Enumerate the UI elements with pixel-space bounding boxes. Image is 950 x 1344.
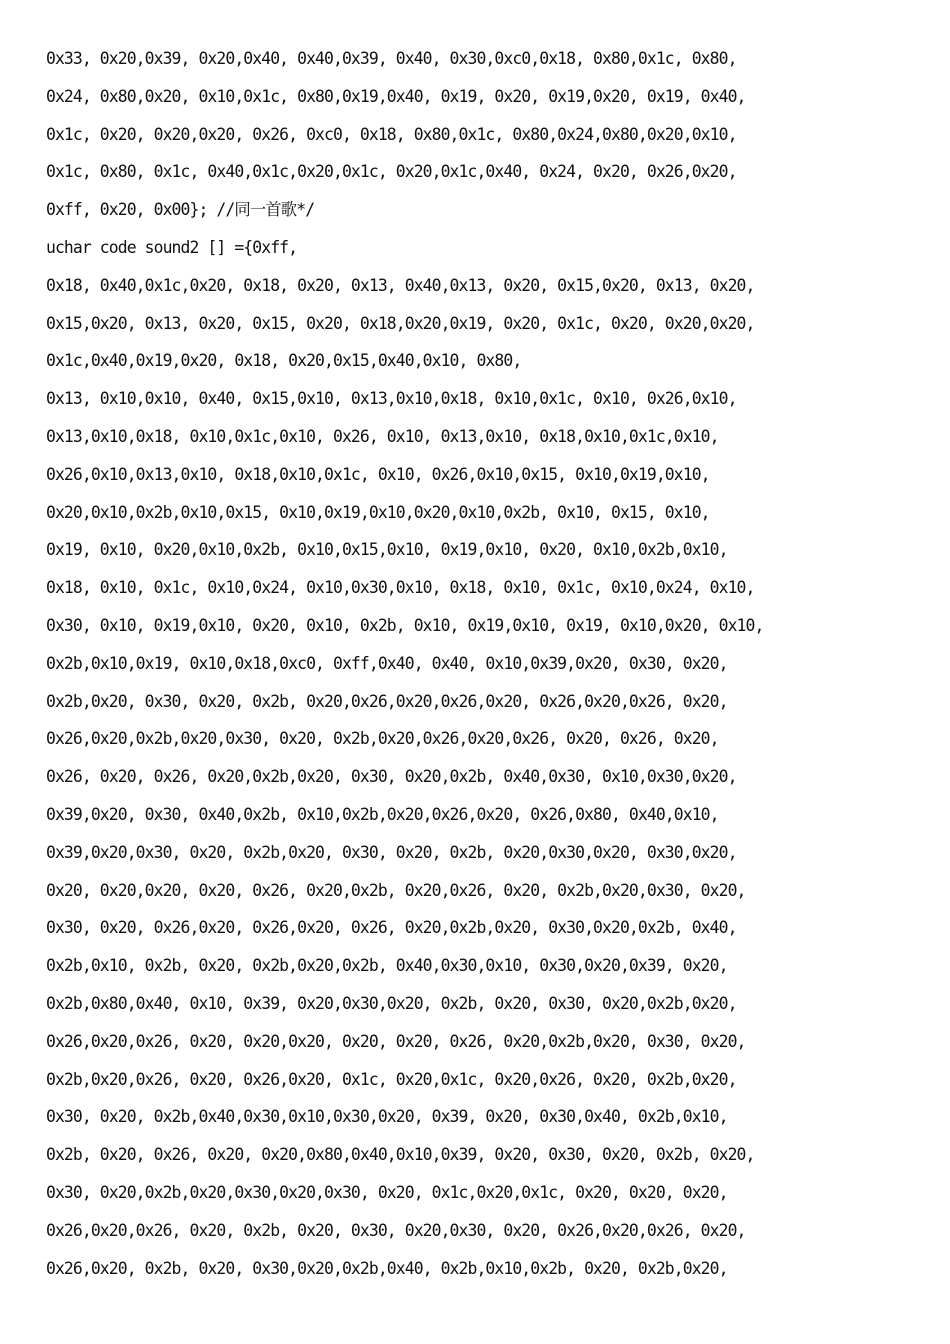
code-line-19: 0x26,0x20,0x2b,0x20,0x30, 0x20, 0x2b,0x20,0x26,0x20,0x26, 0x20, 0x26, 0x20,: [46, 729, 719, 749]
code-line-25: 0x2b,0x10, 0x2b, 0x20, 0x2b,0x20,0x2b, 0x40,0x30,0x10, 0x30,0x20,0x39, 0x20,: [46, 956, 728, 976]
code-line-16: 0x30, 0x10, 0x19,0x10, 0x20, 0x10, 0x2b, 0x10, 0x19,0x10, 0x19, 0x10,0x20, 0x10,: [46, 615, 764, 635]
code-line-21: 0x39,0x20, 0x30, 0x40,0x2b, 0x10,0x2b,0x20,0x26,0x20, 0x26,0x80, 0x40,0x10,: [46, 804, 719, 824]
code-listing: [46, 44, 926, 1291]
code-line-13: 0x20,0x10,0x2b,0x10,0x15, 0x10,0x19,0x10,0x20,0x10,0x2b, 0x10, 0x15, 0x10,: [46, 502, 710, 522]
code-line-7: 0x18, 0x40,0x1c,0x20, 0x18, 0x20, 0x13, 0x40,0x13, 0x20, 0x15,0x20, 0x13, 0x20,: [46, 275, 755, 295]
code-line-30: 0x2b, 0x20, 0x26, 0x20, 0x20,0x80,0x40,0x10,0x39, 0x20, 0x30, 0x20, 0x2b, 0x20,: [46, 1145, 755, 1165]
code-line-4: 0x1c, 0x80, 0x1c, 0x40,0x1c,0x20,0x1c, 0x20,0x1c,0x40, 0x24, 0x20, 0x26,0x20,: [46, 162, 737, 182]
code-line-20: 0x26, 0x20, 0x26, 0x20,0x2b,0x20, 0x30, 0x20,0x2b, 0x40,0x30, 0x10,0x30,0x20,: [46, 767, 737, 787]
code-line-27: 0x26,0x20,0x26, 0x20, 0x20,0x20, 0x20, 0x20, 0x26, 0x20,0x2b,0x20, 0x30, 0x20,: [46, 1031, 746, 1051]
code-line-2: 0x24, 0x80,0x20, 0x10,0x1c, 0x80,0x19,0x40, 0x19, 0x20, 0x19,0x20, 0x19, 0x40,: [46, 86, 746, 106]
code-line-17: 0x2b,0x10,0x19, 0x10,0x18,0xc0, 0xff,0x40, 0x40, 0x10,0x39,0x20, 0x30, 0x20,: [46, 653, 728, 673]
code-line-6-array-declaration: uchar code sound2 [] ={0xff,: [46, 237, 298, 257]
code-line-32: 0x26,0x20,0x26, 0x20, 0x2b, 0x20, 0x30, 0x20,0x30, 0x20, 0x26,0x20,0x26, 0x20,: [46, 1220, 746, 1240]
code-line-1: 0x33, 0x20,0x39, 0x20,0x40, 0x40,0x39, 0x40, 0x30,0xc0,0x18, 0x80,0x1c, 0x80,: [46, 49, 737, 68]
code-line-14: 0x19, 0x10, 0x20,0x10,0x2b, 0x10,0x15,0x10, 0x19,0x10, 0x20, 0x10,0x2b,0x10,: [46, 540, 728, 560]
code-line-22: 0x39,0x20,0x30, 0x20, 0x2b,0x20, 0x30, 0x20, 0x2b, 0x20,0x30,0x20, 0x30,0x20,: [46, 842, 737, 862]
code-line-11: 0x13,0x10,0x18, 0x10,0x1c,0x10, 0x26, 0x10, 0x13,0x10, 0x18,0x10,0x1c,0x10,: [46, 426, 719, 446]
code-line-9: 0x1c,0x40,0x19,0x20, 0x18, 0x20,0x15,0x40,0x10, 0x80,: [46, 351, 522, 371]
code-line-29: 0x30, 0x20, 0x2b,0x40,0x30,0x10,0x30,0x20, 0x39, 0x20, 0x30,0x40, 0x2b,0x10,: [46, 1107, 728, 1127]
code-line-23: 0x20, 0x20,0x20, 0x20, 0x26, 0x20,0x2b, 0x20,0x26, 0x20, 0x2b,0x20,0x30, 0x20,: [46, 880, 746, 900]
code-line-3: 0x1c, 0x20, 0x20,0x20, 0x26, 0xc0, 0x18, 0x80,0x1c, 0x80,0x24,0x80,0x20,0x10,: [46, 124, 737, 144]
code-line-28: 0x2b,0x20,0x26, 0x20, 0x26,0x20, 0x1c, 0x20,0x1c, 0x20,0x26, 0x20, 0x2b,0x20,: [46, 1069, 737, 1089]
code-line-33: 0x26,0x20, 0x2b, 0x20, 0x30,0x20,0x2b,0x40, 0x2b,0x10,0x2b, 0x20, 0x2b,0x20,: [46, 1258, 728, 1278]
code-line-15: 0x18, 0x10, 0x1c, 0x10,0x24, 0x10,0x30,0x10, 0x18, 0x10, 0x1c, 0x10,0x24, 0x10,: [46, 578, 755, 598]
code-line-24: 0x30, 0x20, 0x26,0x20, 0x26,0x20, 0x26, 0x20,0x2b,0x20, 0x30,0x20,0x2b, 0x40,: [46, 918, 737, 938]
code-line-8: 0x15,0x20, 0x13, 0x20, 0x15, 0x20, 0x18,0x20,0x19, 0x20, 0x1c, 0x20, 0x20,0x20,: [46, 313, 755, 333]
code-line-5-comment: 0xff, 0x20, 0x00}; //同一首歌*/: [46, 200, 315, 220]
code-line-18: 0x2b,0x20, 0x30, 0x20, 0x2b, 0x20,0x26,0x20,0x26,0x20, 0x26,0x20,0x26, 0x20,: [46, 691, 728, 711]
code-line-10: 0x13, 0x10,0x10, 0x40, 0x15,0x10, 0x13,0x10,0x18, 0x10,0x1c, 0x10, 0x26,0x10,: [46, 389, 737, 409]
code-line-26: 0x2b,0x80,0x40, 0x10, 0x39, 0x20,0x30,0x20, 0x2b, 0x20, 0x30, 0x20,0x2b,0x20,: [46, 993, 737, 1013]
code-line-31: 0x30, 0x20,0x2b,0x20,0x30,0x20,0x30, 0x20, 0x1c,0x20,0x1c, 0x20, 0x20, 0x20,: [46, 1182, 728, 1202]
code-line-12: 0x26,0x10,0x13,0x10, 0x18,0x10,0x1c, 0x10, 0x26,0x10,0x15, 0x10,0x19,0x10,: [46, 464, 710, 484]
